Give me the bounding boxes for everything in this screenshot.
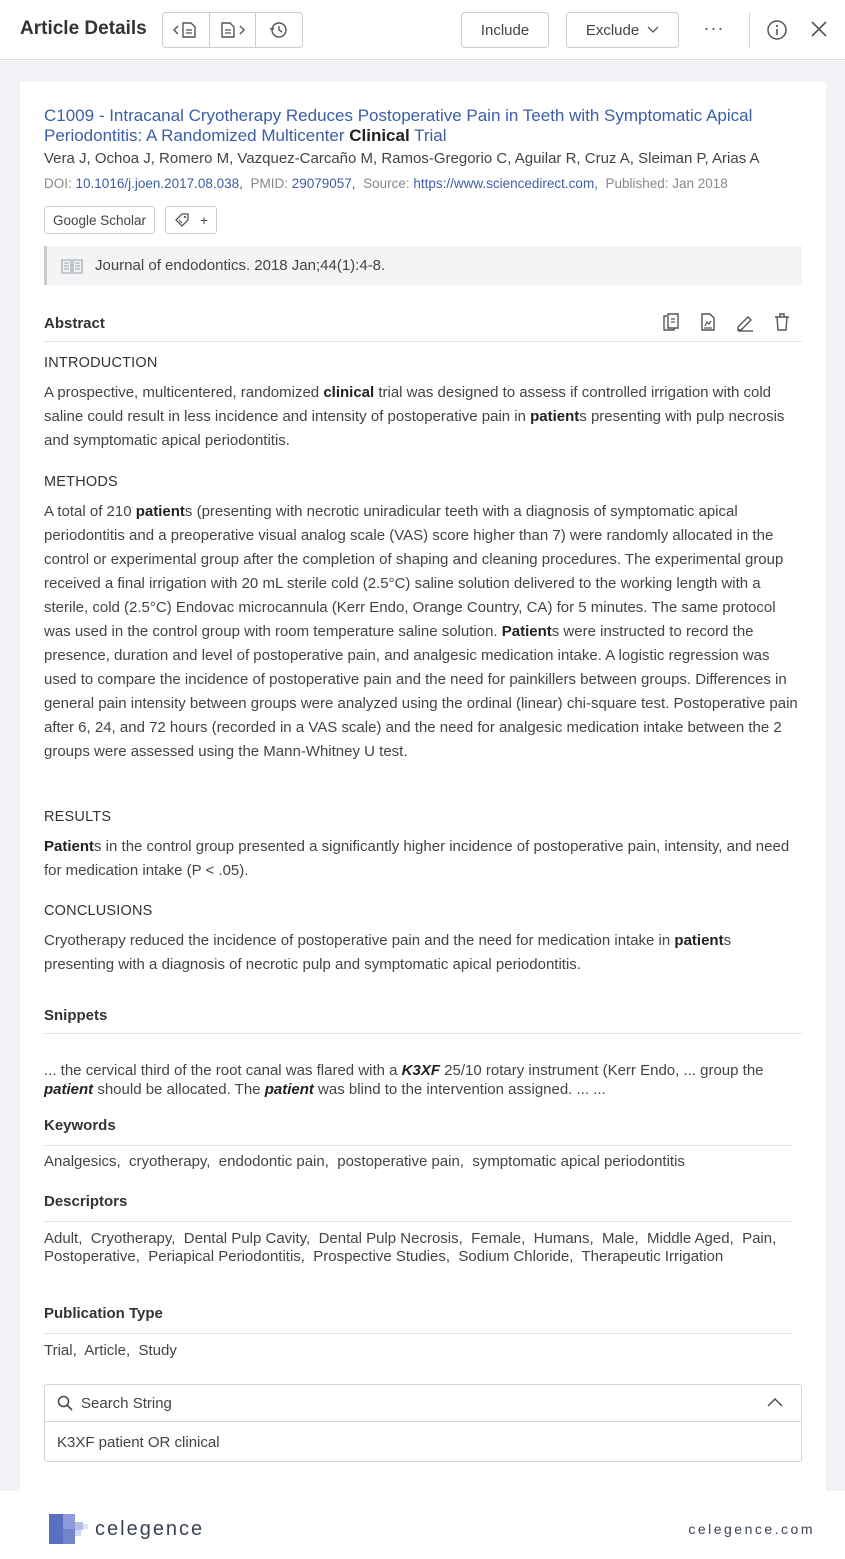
journal-text: Journal of endodontics. 2018 Jan;44(1):4-8. bbox=[95, 257, 386, 274]
keywords-title: Keywords bbox=[44, 1117, 116, 1134]
tag-icon bbox=[174, 212, 190, 228]
paragraph-text: s presenting with pulp necrosis and symptomatic apical periodontitis. bbox=[44, 408, 785, 449]
doi-link[interactable]: 10.1016/j.joen.2017.08.038, bbox=[75, 176, 243, 191]
pdf-document-icon[interactable] bbox=[698, 312, 718, 332]
copy-icon[interactable] bbox=[661, 312, 681, 332]
article-title-text: C1009 - Intracanal Cryotherapy Reduces Postoperative Pain in Teeth with Symptomatic Apical Periodontitis: A Randomized Multicenter bbox=[44, 106, 753, 145]
highlighted-term: Patient bbox=[44, 838, 95, 855]
paragraph-text: trial was designed to assess if controlled irrigation with cold saline could result in less incidence and intensity of postoperative pain in bbox=[44, 384, 772, 425]
snippet-part: ... the cervical third of the root canal was flared with a bbox=[44, 1062, 402, 1079]
add-tag-button[interactable] bbox=[165, 206, 217, 234]
exclude-button[interactable] bbox=[566, 12, 679, 48]
paragraph-text: s were instructed to record the presence, duration and level of postoperative pain, and analgesic medication intake. A logistic regression was used to compare the incidence of postoperative pain and the need for painkillers between groups. Differences in general pain intensity between groups were analyzed using the ordinal (linear) chi-square test. Postoperative pain after 6, 24, and 72 hours (recorded in a VAS scale) and the need for analgesic medication intake between the 2 groups were assessed using the Mann-Whitney U test. bbox=[44, 623, 798, 760]
abstract-header bbox=[44, 312, 802, 342]
history-button[interactable] bbox=[256, 13, 302, 47]
source-link[interactable]: https://www.sciencedirect.com, bbox=[413, 176, 598, 191]
delete-icon[interactable] bbox=[772, 312, 792, 332]
search-string-panel bbox=[44, 1384, 802, 1462]
header-divider bbox=[749, 12, 750, 48]
section-text-methods bbox=[44, 500, 802, 764]
header-bar bbox=[0, 0, 845, 60]
snippet-part: was blind to the intervention assigned. ... ... bbox=[313, 1081, 606, 1098]
descriptors-title: Descriptors bbox=[44, 1193, 128, 1210]
article-title-suffix: Trial bbox=[409, 126, 447, 145]
highlighted-term: patient bbox=[674, 932, 724, 949]
paragraph-text: A total of 210 bbox=[44, 503, 136, 520]
paragraph-text: Cryotherapy reduced the incidence of postoperative pain and the need for medication intake in bbox=[44, 932, 675, 949]
section-text-conclusions bbox=[44, 929, 802, 977]
article-authors: Vera J, Ochoa J, Romero M, Vazquez-Carcaño M, Ramos-Gregorio C, Aguilar R, Cruz A, Sleiman P, Arias A bbox=[44, 150, 760, 167]
snippet-part: should be allocated. The bbox=[93, 1081, 265, 1098]
highlighted-term: clinical bbox=[323, 384, 375, 401]
section-heading-introduction: INTRODUCTION bbox=[44, 355, 158, 371]
more-options-button[interactable]: ··· bbox=[703, 18, 725, 38]
next-document-icon bbox=[218, 20, 248, 40]
previous-article-button[interactable] bbox=[163, 13, 210, 47]
snippet-highlight: patient bbox=[44, 1081, 94, 1098]
paragraph-text: s presenting with a diagnosis of necrotic pulp and symptomatic apical periodontitis. bbox=[44, 932, 732, 973]
previous-document-icon bbox=[171, 20, 201, 40]
search-icon bbox=[57, 1395, 73, 1411]
exclude-label: Exclude bbox=[585, 21, 640, 39]
section-heading-methods: METHODS bbox=[44, 474, 118, 490]
abstract-actions bbox=[661, 312, 792, 332]
book-icon bbox=[61, 258, 83, 274]
keywords-header bbox=[44, 1117, 792, 1146]
article-title bbox=[44, 106, 802, 146]
search-string-toggle[interactable] bbox=[45, 1385, 801, 1422]
celegence-logo bbox=[49, 1514, 204, 1544]
paragraph-text: s in the control group presented a significantly higher incidence of postoperative pain, intensity, and need for medication intake (P < .05). bbox=[44, 838, 790, 879]
add-tag-plus: + bbox=[200, 212, 208, 228]
article-nav-group bbox=[162, 12, 303, 48]
publication-type-header bbox=[44, 1305, 792, 1334]
snippets-title: Snippets bbox=[44, 1007, 108, 1024]
publication-type-title: Publication Type bbox=[44, 1305, 163, 1322]
paragraph-text: A prospective, multicentered, randomized bbox=[44, 384, 324, 401]
search-string-value: K3XF patient OR clinical bbox=[57, 1433, 220, 1451]
footer bbox=[0, 1491, 845, 1559]
published-date: Published: Jan 2018 bbox=[605, 176, 728, 191]
article-title-highlight: Clinical bbox=[349, 126, 410, 145]
snippet-text bbox=[44, 1061, 802, 1099]
chevron-up-icon bbox=[767, 1397, 783, 1407]
descriptors-list: Adult, Cryotherapy, Dental Pulp Cavity, Dental Pulp Necrosis, Female, Humans, Male, Middle Aged, Pain, Postoperative, Periapical Periodontitis, Prospective Studies, Sodium Chloride, Therapeutic Irrigation bbox=[44, 1230, 781, 1265]
snippets-header bbox=[44, 1007, 802, 1034]
search-string-title: Search String bbox=[81, 1394, 172, 1412]
snippet-part: 25/10 rotary instrument (Kerr Endo, ... group the bbox=[440, 1062, 764, 1079]
snippet-highlight: K3XF bbox=[401, 1062, 441, 1079]
source-label: Source: bbox=[363, 176, 410, 191]
celegence-logo-icon bbox=[49, 1514, 89, 1544]
article-meta bbox=[44, 176, 802, 191]
section-heading-results: RESULTS bbox=[44, 809, 112, 825]
paragraph-text: s (presenting with necrotic uniradicular teeth with a diagnosis of symptomatic apical periodontitis and a preoperative visual analog scale (VAS) score higher than 7) were randomly allocated in the control or experimental group after the completion of shaping and cleaning procedures. The experimental group received a final irrigation with 20 mL sterile cold (2.5°C) saline solution delivered to the working length with a sterile, cold (2.5°C) Endovac microcannula (Kerr Endo, Orange Country, CA) for 5 minutes. The same protocol was used in the control group with room temperature saline solution. bbox=[44, 503, 784, 640]
pmid-label: PMID: bbox=[250, 176, 288, 191]
publication-type-list: Trial, Article, Study bbox=[44, 1342, 177, 1359]
include-button[interactable]: Include bbox=[461, 12, 549, 48]
abstract-title: Abstract bbox=[44, 315, 105, 332]
footer-website: celegence.com bbox=[688, 1521, 815, 1537]
article-card bbox=[20, 82, 826, 1491]
pmid-link[interactable]: 29079057, bbox=[291, 176, 356, 191]
close-icon[interactable] bbox=[810, 20, 828, 38]
section-heading-conclusions: CONCLUSIONS bbox=[44, 903, 153, 919]
highlighted-term: Patient bbox=[501, 623, 552, 640]
highlighted-term: patient bbox=[135, 503, 185, 520]
google-scholar-button[interactable]: Google Scholar bbox=[44, 206, 155, 234]
descriptors-header bbox=[44, 1193, 792, 1222]
brand-name: celegence bbox=[95, 1517, 205, 1540]
snippet-highlight: patient bbox=[264, 1081, 314, 1098]
edit-icon[interactable] bbox=[735, 312, 755, 332]
section-text-introduction bbox=[44, 381, 802, 453]
section-text-results bbox=[44, 835, 802, 883]
next-article-button[interactable] bbox=[210, 13, 257, 47]
highlighted-term: patient bbox=[530, 408, 580, 425]
tag-row bbox=[44, 206, 802, 234]
keywords-list: Analgesics, cryotherapy, endodontic pain, postoperative pain, symptomatic apical periodontitis bbox=[44, 1153, 685, 1170]
chevron-down-icon bbox=[647, 26, 659, 34]
info-icon[interactable] bbox=[766, 19, 788, 41]
doi-label: DOI: bbox=[44, 176, 72, 191]
journal-citation bbox=[44, 246, 802, 285]
page-title: Article Details bbox=[20, 18, 147, 39]
history-icon bbox=[268, 20, 290, 40]
